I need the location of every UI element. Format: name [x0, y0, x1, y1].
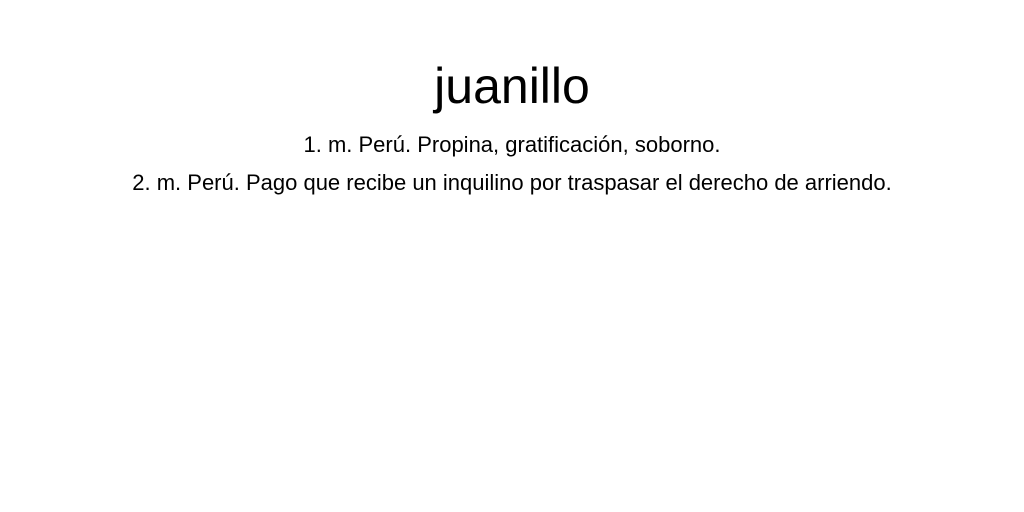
definition-1: 1. m. Perú. Propina, gratificación, soborno.: [303, 132, 721, 157]
definition-list: [0, 126, 1024, 202]
definition-2: 2. m. Perú. Pago que recibe un inquilino por traspasar el derecho de arriendo.: [132, 170, 892, 195]
entry-term: juanillo: [434, 58, 590, 114]
